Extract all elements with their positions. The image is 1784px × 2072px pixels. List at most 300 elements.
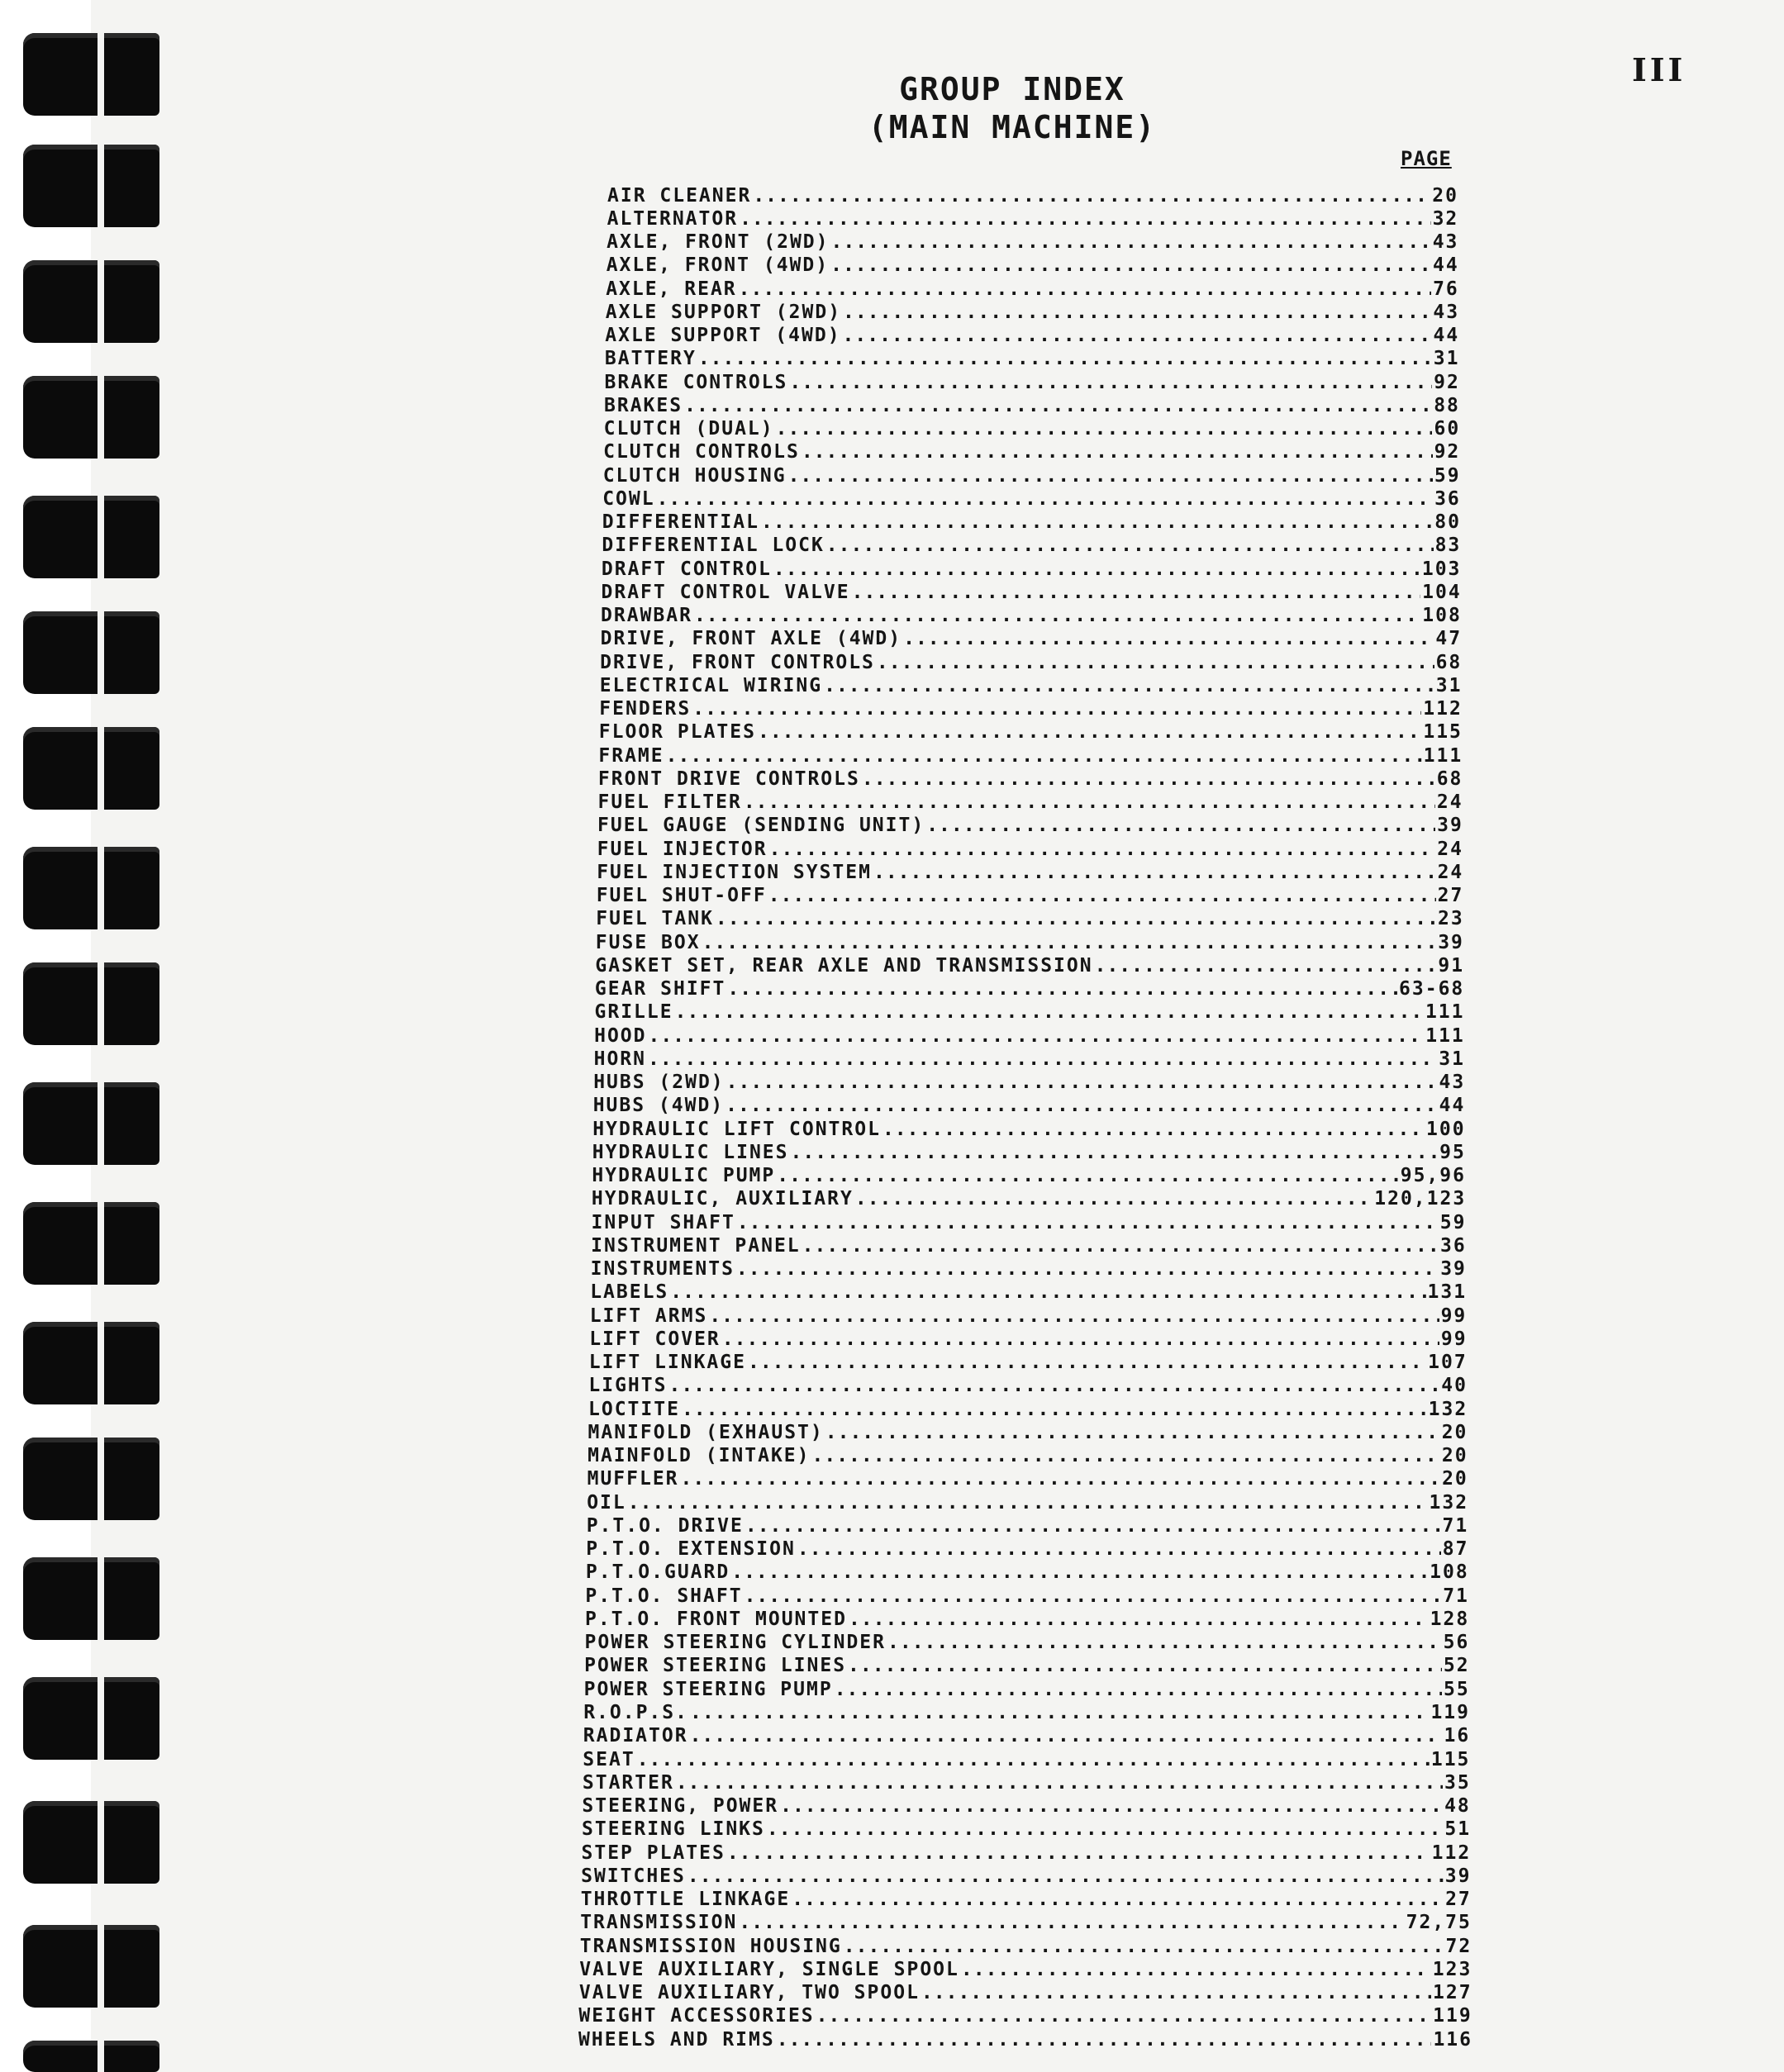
dot-leader: [698, 348, 1432, 369]
index-entry: [597, 838, 1463, 860]
index-entry-page: 68: [1435, 651, 1463, 673]
dot-leader: [739, 278, 1431, 300]
index-entry: [599, 721, 1463, 744]
index-entry: [585, 1608, 1469, 1630]
dot-leader: [926, 815, 1435, 836]
index-entry-name: P.T.O. EXTENSION: [586, 1538, 796, 1561]
index-entry: [603, 441, 1460, 463]
index-entry: [594, 1048, 1465, 1070]
dot-leader: [830, 254, 1431, 276]
index-entry: [591, 1234, 1467, 1257]
index-entry-page: 87: [1442, 1538, 1469, 1561]
dot-leader: [855, 1188, 1372, 1209]
index-entry: [582, 1818, 1471, 1841]
index-entry-page: 83: [1434, 535, 1462, 557]
dot-leader: [684, 395, 1432, 416]
index-entry-name: AXLE SUPPORT (2WD): [605, 301, 842, 323]
index-entry-name: SEAT: [583, 1748, 635, 1770]
dot-leader: [767, 1818, 1444, 1840]
index-entry-name: AXLE, FRONT (2WD): [607, 231, 830, 253]
index-entry: [579, 1982, 1472, 2004]
index-entry: [600, 651, 1462, 673]
index-entry: [605, 348, 1460, 370]
index-entry: [590, 1305, 1468, 1327]
index-entry: [601, 628, 1463, 650]
index-entry-page: 20: [1441, 1445, 1468, 1467]
index-entry: [598, 744, 1463, 767]
index-entry-page: 20: [1441, 1421, 1468, 1443]
index-entry-name: DRIVE, FRONT AXLE (4WD): [600, 628, 902, 650]
index-entry-page: 60: [1434, 418, 1461, 440]
index-entry: [584, 1678, 1470, 1700]
dot-leader: [722, 1328, 1439, 1350]
index-entry-name: INPUT SHAFT: [591, 1211, 735, 1233]
index-entry-name: WEIGHT ACCESSORIES: [578, 2005, 815, 2027]
index-entry-page: 24: [1437, 861, 1464, 883]
dot-leader: [753, 185, 1430, 207]
index-entry-name: FUEL INJECTION SYSTEM: [597, 861, 872, 883]
index-entry-name: DIFFERENTIAL: [602, 511, 759, 533]
index-entry: [592, 1188, 1466, 1210]
index-entry: [578, 2028, 1472, 2051]
index-entry-name: GEAR SHIFT: [594, 978, 726, 1000]
index-entry: [586, 1538, 1468, 1561]
dot-leader: [687, 1865, 1444, 1887]
index-entry: [588, 1398, 1468, 1420]
dot-leader: [670, 1281, 1425, 1303]
index-entry-page: 128: [1430, 1608, 1470, 1630]
dot-leader: [690, 1725, 1443, 1746]
dot-leader: [709, 1305, 1439, 1327]
index-entry-name: FENDERS: [599, 698, 692, 720]
index-entry: [598, 791, 1463, 814]
index-entry-page: 44: [1432, 254, 1459, 277]
index-entry-page: 39: [1440, 1258, 1467, 1281]
index-entry: [604, 394, 1460, 416]
dot-leader: [921, 1982, 1431, 2003]
index-entry-name: MANIFOLD (EXHAUST): [588, 1421, 824, 1443]
index-entry: [592, 1141, 1466, 1163]
index-entry-name: LABELS: [590, 1281, 669, 1304]
index-entry: [581, 1865, 1471, 1887]
dot-leader: [648, 1048, 1437, 1070]
index-entry-name: DRAFT CONTROL: [601, 558, 772, 580]
index-entry-name: LIFT LINKAGE: [588, 1352, 746, 1374]
index-entry-name: TRANSMISSION HOUSING: [579, 1935, 842, 1957]
index-entry-page: 44: [1439, 1095, 1466, 1117]
index-entry-name: ALTERNATOR: [607, 207, 739, 230]
index-entry-name: HORN: [593, 1048, 646, 1070]
dot-leader: [887, 1632, 1442, 1653]
dot-leader: [744, 791, 1435, 813]
index-entry-page: 88: [1434, 394, 1460, 416]
index-entry-page: 31: [1433, 348, 1460, 370]
index-entry-page: 76: [1433, 278, 1459, 300]
index-entry-name: RADIATOR: [583, 1725, 688, 1747]
index-entry-name: FRONT DRIVE CONTROLS: [597, 767, 860, 790]
title-line-1: GROUP INDEX: [899, 71, 1125, 107]
index-entry-page: 120,123: [1374, 1188, 1467, 1210]
index-entry-page: 27: [1445, 1889, 1472, 1910]
index-entry: [606, 278, 1459, 300]
index-entry: [605, 371, 1460, 393]
index-entry-page: 92: [1434, 371, 1460, 393]
index-entry-name: SWITCHES: [581, 1865, 686, 1887]
dot-leader: [694, 605, 1420, 626]
index-entry: [580, 1935, 1472, 1957]
dot-leader: [682, 1399, 1427, 1420]
dot-leader: [628, 1492, 1428, 1514]
index-entry-name: AXLE, REAR: [606, 278, 737, 300]
index-entry-page: 32: [1432, 207, 1459, 230]
index-entry-name: LOCTITE: [588, 1398, 680, 1420]
index-entry-page: 132: [1428, 1398, 1468, 1420]
index-entry: [602, 535, 1461, 557]
index-entry-page: 36: [1434, 487, 1461, 510]
index-entry: [595, 978, 1464, 1000]
dot-leader: [791, 1142, 1439, 1163]
index-entry: [592, 1211, 1467, 1233]
index-entry-name: VALVE AUXILIARY, TWO SPOOL: [578, 1982, 920, 2003]
index-entry: [588, 1468, 1468, 1490]
dot-leader: [737, 1212, 1439, 1233]
index-entry: [597, 861, 1463, 883]
index-entry: [590, 1281, 1467, 1304]
index-entry-name: AXLE, FRONT (4WD): [606, 254, 830, 277]
index-entry: [602, 581, 1462, 603]
index-entry: [581, 1889, 1472, 1911]
index-entry-name: AIR CLEANER: [607, 184, 752, 207]
dot-leader: [748, 1352, 1426, 1373]
index-entry-name: MAINFOLD (INTAKE): [588, 1445, 811, 1467]
index-entry-page: 43: [1433, 301, 1460, 323]
index-entry-page: 119: [1430, 1702, 1470, 1723]
index-entry-page: 27: [1437, 885, 1464, 907]
dot-leader: [843, 302, 1431, 323]
dot-leader: [731, 1561, 1428, 1583]
index-entry-page: 39: [1437, 815, 1463, 837]
index-entry-name: INSTRUMENT PANEL: [591, 1234, 801, 1257]
index-entry-name: FLOOR PLATES: [598, 721, 756, 744]
index-entry: [591, 1258, 1467, 1281]
dot-leader: [816, 2005, 1432, 2027]
index-entry-page: 132: [1429, 1491, 1469, 1514]
dot-leader: [780, 1795, 1443, 1817]
index-entry: [600, 674, 1463, 696]
dot-leader: [797, 1538, 1441, 1560]
dot-leader: [852, 582, 1421, 603]
index-entry-page: 31: [1439, 1048, 1465, 1070]
dot-leader: [831, 231, 1431, 253]
dot-leader: [877, 652, 1434, 673]
index-entry: [595, 954, 1464, 977]
index-entry-page: 104: [1422, 581, 1462, 603]
dot-leader: [802, 1235, 1439, 1257]
dot-leader: [824, 675, 1434, 696]
dot-leader: [675, 1001, 1424, 1023]
index-entry-page: 43: [1432, 231, 1459, 253]
dot-leader: [739, 1912, 1404, 1933]
index-entry-page: 99: [1440, 1328, 1468, 1350]
index-entry-name: STEERING, POWER: [582, 1795, 779, 1817]
index-entry-page: 24: [1436, 791, 1463, 814]
index-entry: [587, 1514, 1469, 1537]
dot-leader: [844, 1936, 1444, 1957]
dot-leader: [740, 208, 1431, 230]
index-entry-page: 39: [1444, 1865, 1472, 1887]
index-entry: [585, 1585, 1469, 1607]
index-entry-name: POWER STEERING PUMP: [583, 1678, 833, 1700]
index-entry-name: TRANSMISSION: [580, 1912, 738, 1934]
index-entry-name: FRAME: [598, 744, 664, 767]
index-entry: [583, 1771, 1471, 1794]
dot-leader: [835, 1679, 1442, 1700]
dot-leader: [745, 1515, 1441, 1537]
dot-leader: [776, 418, 1433, 440]
index-entry-page: 47: [1435, 628, 1463, 650]
index-entry-name: THROTTLE LINKAGE: [580, 1889, 791, 1910]
index-entry: [599, 698, 1463, 720]
index-entry-name: DRAWBAR: [601, 605, 692, 627]
dot-leader: [727, 978, 1397, 1000]
index-entry-name: LIGHTS: [588, 1375, 668, 1397]
index-entry-name: HUBS (2WD): [593, 1072, 725, 1094]
index-entry-name: STARTER: [582, 1771, 674, 1794]
index-entry-name: HYDRAULIC LINES: [592, 1141, 789, 1163]
dot-leader: [848, 1655, 1442, 1676]
dot-leader: [788, 465, 1433, 487]
index-entry-page: 108: [1422, 605, 1462, 627]
index-entry-page: 123: [1432, 1958, 1472, 1980]
index-entry: [583, 1702, 1470, 1724]
index-entry-name: WHEELS AND RIMS: [578, 2028, 775, 2051]
index-entry: [595, 1001, 1465, 1024]
index-entry-name: BATTERY: [604, 348, 697, 370]
dot-leader: [769, 839, 1436, 860]
index-entry-name: HYDRAULIC PUMP: [592, 1165, 776, 1187]
index-entry-page: 20: [1442, 1468, 1468, 1490]
dot-leader: [882, 1119, 1425, 1140]
index-entry: [593, 1072, 1465, 1094]
index-entry-name: FUEL TANK: [596, 908, 714, 930]
dot-leader: [681, 1468, 1441, 1490]
dot-leader: [826, 535, 1434, 556]
dot-leader: [727, 1842, 1430, 1864]
dot-leader: [768, 885, 1436, 906]
index-entry-name: P.T.O.GUARD: [585, 1561, 730, 1584]
index-entry: [602, 511, 1461, 534]
index-entry-page: 131: [1427, 1281, 1468, 1304]
index-entry-page: 99: [1440, 1305, 1468, 1327]
index-entry-page: 72,75: [1406, 1912, 1472, 1934]
index-entry-name: DRAFT CONTROL VALVE: [601, 581, 850, 603]
index-entry: [605, 325, 1459, 347]
index-entry-page: 71: [1443, 1585, 1469, 1607]
dot-leader: [777, 1165, 1398, 1186]
dot-leader: [849, 1609, 1429, 1630]
dot-leader: [792, 1889, 1444, 1910]
page-number: III: [1632, 51, 1686, 88]
index-entry-name: ELECTRICAL WIRING: [599, 674, 823, 696]
index-entry: [604, 418, 1461, 440]
index-entry: [607, 207, 1459, 230]
dot-leader: [761, 511, 1433, 533]
index-entry-name: R.O.P.S.: [583, 1702, 688, 1723]
index-entry-name: COWL: [602, 487, 655, 510]
index-entry-page: 111: [1425, 1024, 1465, 1047]
index-entry-page: 52: [1443, 1655, 1470, 1677]
index-entry: [602, 487, 1461, 510]
index-entry-name: P.T.O. SHAFT: [585, 1585, 743, 1607]
dot-leader: [961, 1959, 1431, 1980]
index-entry: [592, 1118, 1465, 1140]
index-entry-page: 112: [1431, 1842, 1472, 1864]
dot-leader: [657, 488, 1434, 510]
index-entry: [586, 1561, 1469, 1584]
index-entry-page: 36: [1439, 1234, 1467, 1257]
index-entry: [578, 2005, 1472, 2027]
dot-leader: [812, 1445, 1440, 1466]
index-entry-name: P.T.O. DRIVE: [586, 1514, 744, 1537]
index-entry-page: 71: [1442, 1514, 1469, 1537]
index-entry: [594, 1024, 1465, 1047]
index-entry-name: VALVE AUXILIARY, SINGLE SPOOL: [579, 1958, 959, 1980]
index-entry-page: 112: [1423, 698, 1463, 720]
index-entry-page: 63-68: [1399, 978, 1465, 1000]
index-entry: [607, 231, 1458, 254]
index-entry-name: OIL: [587, 1491, 626, 1514]
index-entry-page: 91: [1438, 954, 1465, 977]
page-column-header: PAGE: [1401, 147, 1452, 170]
index-entry-name: GASKET SET, REAR AXLE AND TRANSMISSION: [595, 954, 1093, 977]
dot-leader: [873, 862, 1436, 883]
index-entry-name: CLUTCH (DUAL): [603, 418, 774, 440]
index-entry: [603, 464, 1461, 487]
dot-leader: [789, 372, 1432, 393]
index-entry: [580, 1912, 1472, 1934]
index-entry-page: 95: [1439, 1141, 1466, 1163]
index-entry-page: 127: [1433, 1982, 1472, 2003]
index-entry: [584, 1655, 1470, 1677]
index-entry: [607, 254, 1459, 277]
index-entry: [587, 1491, 1468, 1514]
index-entry-name: STEP PLATES: [581, 1842, 725, 1864]
dot-leader: [903, 628, 1434, 649]
index-entry-page: 43: [1439, 1072, 1466, 1094]
index-entry-name: LIFT COVER: [589, 1328, 721, 1350]
index-entry: [597, 815, 1463, 837]
index-entry-page: 31: [1435, 674, 1463, 696]
index-entry-name: MUFFLER: [587, 1468, 679, 1490]
index-entry-name: AXLE SUPPORT (4WD): [605, 325, 841, 346]
index-entry-page: 92: [1434, 441, 1461, 463]
index-entry: [583, 1748, 1470, 1770]
index-entry: [583, 1725, 1470, 1747]
dot-leader: [725, 1095, 1438, 1116]
index-entry-page: 119: [1433, 2005, 1472, 2027]
index-entry-page: 16: [1444, 1725, 1471, 1747]
index-entry: [596, 908, 1463, 930]
index-entry-page: 24: [1437, 838, 1463, 860]
index-entry: [607, 184, 1458, 207]
index-entry: [601, 605, 1462, 627]
index-entry-page: 115: [1430, 1748, 1471, 1770]
dot-leader: [862, 768, 1435, 790]
index-entry-page: 48: [1444, 1795, 1471, 1817]
dot-leader: [676, 1772, 1443, 1794]
index-entry-page: 116: [1433, 2028, 1472, 2051]
index-entry: [579, 1958, 1472, 1980]
index-entry: [596, 931, 1464, 953]
dot-leader: [843, 325, 1432, 346]
index-entry-page: 108: [1430, 1561, 1469, 1584]
index-entry-name: LIFT ARMS: [589, 1305, 708, 1327]
index-entry: [588, 1375, 1468, 1397]
index-entry-page: 103: [1421, 558, 1462, 580]
dot-leader: [648, 1025, 1424, 1047]
index-entry-name: HYDRAULIC, AUXILIARY: [591, 1188, 854, 1210]
index-entry-name: HOOD: [594, 1024, 647, 1047]
index-entry-page: 44: [1433, 325, 1460, 346]
index-entry: [597, 885, 1464, 907]
index-entry-name: GRILLE: [594, 1001, 673, 1024]
index-entry-page: 56: [1443, 1632, 1470, 1654]
index-entry: [606, 301, 1459, 323]
title-line-2: (MAIN MACHINE): [868, 109, 1157, 145]
index-entry-name: BRAKES: [604, 394, 683, 416]
index-entry-name: FUEL GAUGE (SENDING UNIT): [597, 815, 925, 837]
index-entry-page: 55: [1443, 1678, 1470, 1700]
index-entry: [589, 1352, 1468, 1374]
index-entry-page: 115: [1423, 721, 1463, 744]
dot-leader: [668, 1375, 1439, 1396]
index-entry: [589, 1328, 1467, 1350]
index-entry: [593, 1095, 1466, 1117]
index-entry-page: 51: [1444, 1818, 1472, 1841]
index-entry-name: P.T.O. FRONT MOUNTED: [585, 1608, 847, 1630]
dot-leader: [745, 1585, 1442, 1607]
dot-leader: [802, 441, 1433, 463]
index-entry: [582, 1842, 1472, 1864]
index-entry-page: 59: [1434, 464, 1461, 487]
index-entry-name: POWER STEERING LINES: [584, 1655, 847, 1677]
index-entry-page: 111: [1425, 1001, 1465, 1024]
index-entry-page: 72: [1445, 1935, 1472, 1957]
index-entry: [582, 1795, 1470, 1818]
index-entry-page: 111: [1423, 744, 1463, 767]
dot-leader: [777, 2029, 1432, 2051]
index-entry-page: 95,96: [1400, 1165, 1466, 1187]
index-entry: [585, 1632, 1470, 1654]
index-entry-name: POWER STEERING CYLINDER: [584, 1632, 886, 1654]
index-entry-page: 100: [1426, 1118, 1466, 1140]
index-entry-page: 59: [1439, 1211, 1467, 1233]
dot-leader: [637, 1749, 1430, 1770]
index-entry-name: DIFFERENTIAL LOCK: [602, 535, 825, 557]
index-entry-name: FUEL INJECTOR: [597, 838, 768, 860]
dot-leader: [758, 721, 1421, 743]
index-entry: [602, 558, 1462, 580]
dot-leader: [1095, 955, 1437, 977]
dot-leader: [690, 1702, 1429, 1723]
index-entry-name: CLUTCH HOUSING: [602, 464, 787, 487]
index-entry-page: 39: [1438, 931, 1464, 953]
dot-leader: [736, 1258, 1439, 1280]
dot-leader: [726, 1072, 1438, 1093]
index-entry-name: FUEL FILTER: [597, 791, 742, 814]
dot-leader: [716, 908, 1436, 929]
index-entry-name: CLUTCH CONTROLS: [603, 441, 800, 463]
